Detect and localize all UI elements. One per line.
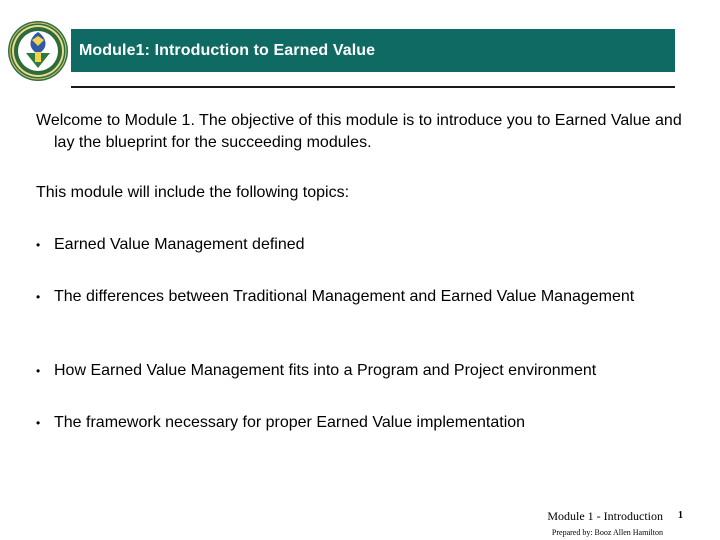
- topic-text-3: How Earned Value Management fits into a Program and Project environment: [54, 362, 597, 379]
- topic-text-4: The framework necessary for proper Earned Value implementation: [54, 414, 526, 431]
- page-title: Module1: Introduction to Earned Value: [79, 41, 376, 59]
- topic-item-1: [36, 234, 681, 256]
- topic-item-3: [36, 360, 681, 382]
- topics-lead: This module will include the following topics:: [36, 184, 350, 201]
- topic-text-1: Earned Value Management defined: [54, 236, 305, 253]
- footer-module-label: Module 1 - Introduction: [547, 509, 663, 523]
- doe-seal-icon: [7, 20, 69, 82]
- title-divider: [71, 86, 675, 88]
- page-number: 1: [678, 510, 683, 521]
- topic-text-2: The differences between Traditional Management and Earned Value Management: [54, 288, 635, 305]
- topic-item-2: [36, 286, 681, 308]
- topic-item-4: [36, 412, 681, 434]
- title-bar: [71, 29, 675, 72]
- bullet-icon: •: [36, 290, 41, 304]
- footer-prepared-by: Prepared by: Booz Allen Hamilton: [551, 528, 663, 537]
- intro-paragraph: Welcome to Module 1. The objective of this module is to introduce you to Earned Value and lay the blueprint for the succeeding modules.: [36, 112, 682, 151]
- bullet-icon: •: [36, 238, 41, 252]
- bullet-icon: •: [36, 416, 41, 430]
- bullet-icon: •: [36, 364, 41, 378]
